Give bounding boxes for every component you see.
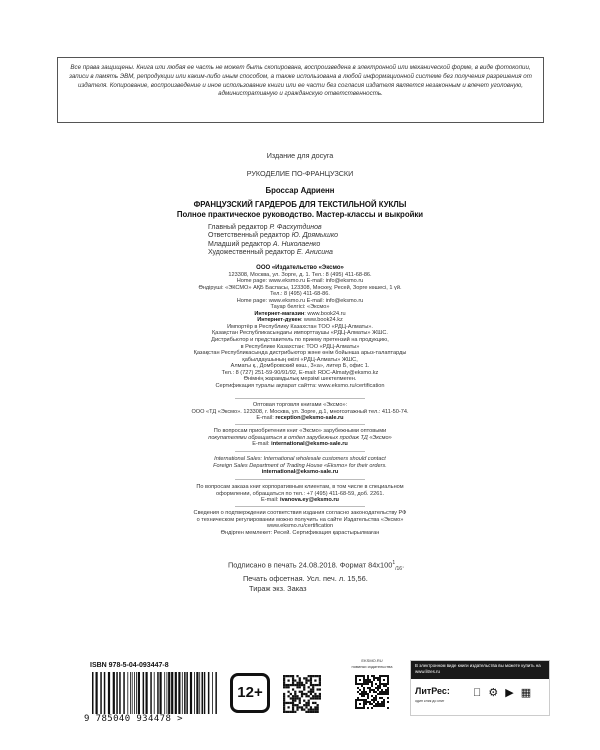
editorial-credits [208, 224, 338, 257]
signed-line: Подписано в печать 24.08.2018. Формат $84x100^1_{/16}$. [228, 560, 405, 572]
play-icon: ▶ [489, 687, 501, 699]
author-name: Броссар Адриенн [265, 186, 335, 195]
edition-type: Издание для досуга [266, 151, 334, 160]
book-title-line1: ФРАНЦУЗСКИЙ ГАРДЕРОБ ДЛЯ ТЕКСТИЛЬНОЙ КУКЛЫ [193, 200, 407, 209]
qr-code-icon [355, 675, 389, 709]
print-info [0, 559, 600, 593]
wholesale-block: Оптовая торговля книгами «Эксмо»: ООО «ТД «Эксмо». 123308, г. Москва, ул. Зорге, д.1, многоэтажный тел.: 411-50-74. E-mail: reception@eksmo-sale.ru [191, 402, 409, 422]
distributor: Дистрибьютор и представитель по приему претензий на продукцию, [211, 337, 389, 344]
sheets-line: Печать офсетная. Усл. печ. л. 15,56. [243, 574, 368, 584]
book-title-line2: Полное практическое руководство. Мастер-классы и выкройки [176, 210, 424, 219]
publisher-block [0, 265, 600, 389]
distributor-kz: Қазақстан Республикасында дистрибьютор және өнім бойынша арыз-талаптарды [193, 350, 407, 357]
divider [235, 424, 365, 425]
importer: Импортёр в Республику Казахстан ТОО «РДЦ-Алматы». [227, 323, 373, 330]
circulation-line: Тираж экз. Заказ [249, 583, 307, 593]
credit-line: Младший редактор А. Николаенко [208, 240, 321, 248]
publisher-kz-address: Өндіруші: «ЭКСМО» АҚБ Баспасы, 123308, Мәскеу, Ресей, Зорге көшесі, 1 үй. [198, 284, 402, 291]
online-shop-kz: Интернет-дүкен: www.book24.kz [257, 317, 343, 324]
divider [235, 451, 365, 452]
publisher-homepage: Home page: www.eksmo.ru E-mail: info@eksmo.ru [236, 278, 364, 285]
credit-line: Художественный редактор Е. Анисина [208, 248, 333, 256]
distributor-kz: қабылдаушының өкілі «РДЦ-Алматы» ЖШС, [242, 356, 358, 363]
distributor-kz: Алматы қ., Домбровский көш., 3«а», литер Б, офис 1. [230, 363, 370, 370]
copyright-notice-text: Все права защищены. Книга или любая ее часть не может быть скопирована, воспроизведена в электронной или механической форме, в виде фотокопии, записи в память ЭВМ, репродукции или каким-либо иным способом, а также использована в любой информационной системе без получения разрешения от издателя. Копирование, воспроизведение и иное использование книги или ее части без согласия издателя является незаконным и влечет уголовную, административную и гражданскую ответственность. [69, 64, 532, 98]
certification-block: Сведения о подтверждении соответствия издания согласно законодательству РФ о техническом регулировании можно получить на сайте Издательства «Эксмо» www.eksmo.ru/certification Өндірген мемлекет: Ресей. Сертификация қарастырылмаған [193, 510, 407, 536]
publisher-name: ООО «Издательство «Эксмо» [256, 265, 344, 271]
corporate-orders-block: По вопросам заказа книг корпоративным клиентам, в том числе в специальном оформлении, обращаться по тел.: +7 (495) 411-68-59, доб. 2261. E-mail: ivanova.ey@eksmo.ru [196, 484, 404, 504]
qr-code-icon [283, 675, 321, 713]
copyright-notice-box [57, 57, 544, 123]
series-name: РУКОДЕЛИЕ ПО-ФРАНЦУЗСКИ [246, 169, 354, 178]
publisher-trademark: Тауар белгісі: «Эксмо» [270, 304, 330, 311]
apple-icon [473, 687, 483, 699]
publisher-address: 123308, Москва, ул. Зорге, д. 1. Тел.: 8 (495) 411-68-86. [228, 271, 372, 278]
isbn-label: ISBN 978-5-04-093447-8 [90, 662, 169, 669]
publisher-kz-phone: Тел.: 8 (495) 411-68-86. [270, 291, 330, 298]
divider [235, 506, 365, 507]
distributor-cont: в Республике Казахстан: ТОО «РДЦ-Алматы» [240, 343, 360, 350]
credit-line: Главный редактор Р. Фасхутдинов [208, 224, 322, 231]
windows-icon: ▦ [505, 687, 518, 699]
app-store-icons [473, 686, 533, 699]
eksmo-caption: новинки издательства [351, 664, 393, 669]
divider [235, 479, 365, 480]
divider [235, 398, 365, 399]
android-icon: ⚙ [473, 687, 485, 699]
importer-kz: Қазақстан Республикасындағы импорттаушы «РДЦ-Алматы» ЖШС. [212, 330, 388, 337]
barcode-icon [90, 672, 220, 714]
publisher-kz-homepage: Home page: www.eksmo.ru E-mail: info@eksmo.ru [236, 297, 364, 304]
online-shop: Интернет-магазин: www.book24.ru [254, 310, 346, 317]
international-sales-block: International Sales: International wholesale customers should contact Foreign Sales Department of Trading House «Eksmo» for their orders. international@eksmo-sale.ru [213, 456, 387, 476]
litres-logo: ЛитРес: [415, 686, 450, 696]
credit-line: Ответственный редактор Ю. Дрямышко [208, 232, 339, 240]
distributor-kz: Тел.: 8 (727) 251-59-90/91/92, E-mail: RDC-Almaty@eksmo.kz [221, 369, 379, 376]
barcode-digits: 9 785040 934478 > [84, 714, 183, 724]
ebook-box [410, 660, 550, 716]
age-rating-badge: 12+ [230, 673, 270, 713]
litres-caption: один клик до книг [415, 699, 445, 703]
distributor-kz: Сертификация туралы ақпарат сайтта: www.eksmo.ru/certification [215, 382, 385, 389]
eksmo-site: EKSMO.RU [361, 658, 383, 663]
ebook-text: В электронном виде книги издательства вы можете купить на www.litres.ru [415, 663, 541, 674]
foreign-sales-block: По вопросам приобретения книг «Эксмо» зарубежными оптовыми покупателями обращаться в отдел зарубежных продаж ТД «Эксмо» E-mail: international@eksmo-sale.ru [208, 428, 392, 448]
distributor-kz: Өнімнің жарамдылық мерзімі шектелмеген. [243, 376, 357, 383]
